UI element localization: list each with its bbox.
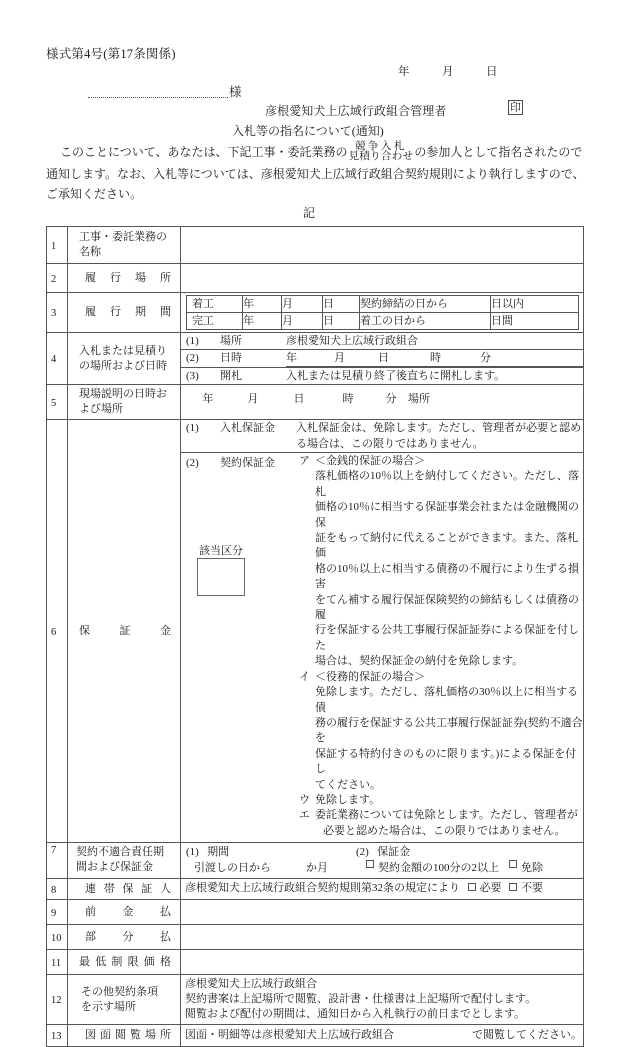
row7-headings (181, 844, 583, 860)
row7-label-line2: 間および保証金 (76, 861, 153, 874)
row4-dt-hour[interactable]: 時 (430, 350, 480, 367)
row11-value[interactable] (181, 950, 584, 975)
row7-name2-text: 保証金 (377, 846, 411, 859)
row4-dt-year[interactable]: 年 (286, 350, 334, 367)
row4-number: 4 (47, 333, 68, 385)
row8-label-text: 連 帯 保 証 人 (85, 882, 171, 895)
sub-a-line-7: 場合は、契約保証金の納付を免除します。 (315, 655, 524, 668)
row6-item-bid-bond (181, 420, 583, 453)
row4-label-line1: 入札または見積り (79, 344, 167, 357)
row5-month[interactable]: 月 (247, 393, 259, 405)
seal-icon: 印 (510, 102, 521, 114)
row5-minute[interactable]: 分 (385, 393, 397, 405)
end-tag: 完工 (187, 313, 243, 330)
row11-label (68, 950, 181, 975)
row6-contract-name: 契約保証金 (220, 457, 275, 469)
schedule-grid (186, 295, 579, 330)
row5-year[interactable]: 年 (202, 393, 214, 405)
row3-label (68, 293, 181, 333)
issue-date-line (398, 63, 548, 79)
row4-datetime-grid (286, 350, 583, 367)
row6-contract-tag: (2) (186, 457, 199, 469)
table-row-3 (47, 293, 584, 333)
start-tag: 着工 (187, 296, 243, 313)
checkbox-contract-2percent[interactable] (366, 860, 374, 868)
table-row-11 (47, 950, 584, 975)
row4-place-value[interactable]: 彦根愛知犬上広域行政組合 (286, 333, 583, 350)
table-row-1 (47, 227, 584, 264)
sub-u-mark: ウ (299, 793, 310, 806)
table-row-9 (47, 900, 584, 925)
row5-datetime (186, 387, 579, 411)
body-line1-a: このことについて、あなたは、下記工事・委託業務の (60, 145, 348, 159)
row7-tag2 (356, 844, 410, 860)
table-row-6 (47, 420, 584, 843)
row1-label (68, 227, 181, 264)
row4-item-opening (181, 368, 583, 385)
row4-label (68, 333, 181, 385)
start-from: 契約締結の日から (360, 296, 491, 313)
row5-hour[interactable]: 時 (342, 393, 354, 405)
table-row-2 (47, 264, 584, 293)
row3-label-text: 履 行 期 間 (85, 306, 171, 318)
end-day[interactable]: 日 (323, 313, 360, 330)
row12-label (68, 975, 181, 1025)
row2-label-text: 履 行 場 所 (85, 271, 171, 284)
sub-e-line-1: 委託業務については免除とします。ただし、管理者が (315, 809, 578, 822)
body-line3: ご承知ください。 (46, 186, 143, 201)
row12-line2: 契約書案は上記場所で閲覧、設計書・仕様書は上記場所で配付します。 (185, 993, 537, 1006)
row4-dt-day[interactable]: 日 (378, 350, 430, 367)
table-row-4 (47, 333, 584, 385)
row7-period-from: 引渡しの日から (194, 862, 271, 875)
row12-label-line1: その他契約条項 (81, 985, 158, 998)
table-row-5 (47, 385, 584, 420)
row6-contract-wrap (181, 453, 583, 843)
row5-place-label: 場所 (408, 393, 430, 405)
ki-marker: 記 (302, 206, 315, 220)
row7-tag2-text: (2) (356, 846, 369, 859)
sub-u-row (299, 793, 583, 808)
sub-a-heading-row (299, 454, 583, 469)
date-day-label: 日 (486, 66, 498, 78)
row11-number: 11 (47, 950, 68, 975)
notification-table (46, 226, 584, 1047)
row12-number: 12 (47, 975, 68, 1025)
date-year-label: 年 (398, 66, 410, 78)
row4-datetime-value (286, 350, 583, 368)
sub-a-heading: ＜金銭的保証の場合＞ (315, 455, 425, 467)
row12-line3: 閲覧および配付の期間は、通知日から入札執行の前日までとします。 (185, 1008, 526, 1021)
table-row-10 (47, 925, 584, 950)
row4-label-line2: の場所および日時 (79, 359, 167, 372)
sub-e-mark: エ (299, 809, 310, 822)
body-paragraph (46, 142, 586, 204)
row13-label (68, 1025, 181, 1047)
sub-u-text: 免除します。 (315, 793, 381, 806)
addressee-blank-field[interactable] (88, 85, 228, 98)
row9-value[interactable] (181, 900, 584, 925)
row1-label-line2: 名称 (79, 246, 101, 258)
applicable-category-label: 該当区分 (199, 545, 243, 557)
sub-a-body (299, 469, 583, 669)
table-row-8 (47, 879, 584, 900)
row2-number: 2 (47, 264, 68, 293)
row8-option1-label: 必要 (479, 882, 502, 895)
row10-label-text: 部 分 払 (85, 930, 171, 943)
row13-text-b: で閲覧してください。 (472, 1029, 582, 1042)
row4-place-tag: (1) (181, 333, 220, 350)
row12-line1: 彦根愛知犬上広域行政組合 (185, 978, 317, 991)
row1-number: 1 (47, 227, 68, 264)
row6-bid-text-line1: 入札保証金は、免除します。ただし、管理者が必要と認め (296, 422, 582, 434)
sub-a-line-5: をてん補する履行保証保険契約の締結もしくは債務の履 (315, 593, 579, 622)
addressee-honorific: 様 (229, 84, 242, 99)
end-month[interactable]: 月 (282, 313, 323, 330)
end-from: 着工の日から (360, 313, 491, 330)
row7-label-line1: 契約不適合責任期 (76, 846, 164, 859)
sub-i-line-2: 務の履行を保証する公共工事履行保証証券(契約不適合を (315, 716, 583, 745)
row8-label (68, 879, 181, 900)
row4-dt-month[interactable]: 月 (334, 350, 378, 367)
row3-number: 3 (47, 293, 68, 333)
sub-i-heading: ＜役務的保証の場合＞ (315, 670, 425, 683)
end-limit[interactable]: 日間 (491, 313, 579, 330)
row7-label (68, 843, 181, 879)
row6-bid-text-line2: る場合は、この限りではありません。 (296, 438, 484, 450)
checkbox-contract-exempt[interactable] (509, 860, 517, 868)
row13-label-text: 図 面 閲 覧 場 所 (85, 1029, 171, 1042)
row6-item-contract-bond (181, 453, 583, 843)
row4-dt-minute[interactable]: 分 (480, 350, 583, 367)
end-year[interactable]: 年 (243, 313, 282, 330)
row3-value (181, 293, 584, 333)
row4-items (181, 333, 583, 384)
row4-opening-name: 開札 (220, 370, 242, 382)
applicable-category-input[interactable] (197, 558, 245, 596)
bidding-type-stack (349, 142, 414, 163)
sub-a-line-3: 証をもって納付に代えることができます。また、落札価 (315, 532, 579, 560)
issuer-name: 彦根愛知犬上広域行政組合管理者 (265, 104, 447, 118)
row12-value (181, 975, 584, 1025)
row6-contract-right (299, 454, 583, 839)
start-year[interactable]: 年 (243, 296, 282, 313)
row7-value (181, 843, 584, 879)
row2-label (68, 264, 181, 293)
sub-a-line-6: 行を保証する公共工事履行保証証券による保証を付した (315, 624, 579, 652)
sub-a-mark: ア (299, 455, 310, 467)
sub-a-line-2: 価格の10％に相当する保証事業会社または金融機関の保 (315, 501, 579, 529)
row4-opening-value: 入札または見積り終了後直ちに開札します。 (286, 370, 506, 382)
row10-label (68, 925, 181, 950)
document-subject: 入札等の指名について(通知) (232, 124, 384, 138)
body-line2: 通知します。なお、入札等については、彦根愛知犬上広域行政組合契約規則により執行しますので、 (46, 166, 585, 181)
addressee-line (88, 85, 242, 98)
body-line1-b: の参加人として指名されたので (414, 145, 583, 159)
row4-item-datetime (181, 350, 583, 368)
row6-number: 6 (47, 420, 68, 843)
row5-label-line2: よび場所 (79, 403, 123, 415)
row13-value (181, 1025, 584, 1047)
row6-bid-name: 入札保証金 (220, 420, 296, 453)
row4-item-place (181, 333, 583, 350)
start-month[interactable]: 月 (282, 296, 323, 313)
row4-opening-tag: (3) (186, 370, 199, 382)
row5-day[interactable]: 日 (293, 393, 305, 405)
row12-label-line2: を示す場所 (81, 1000, 136, 1013)
row11-label-text: 最 低 制 限 価 格 (79, 955, 171, 968)
row7-period-unit[interactable]: か月 (306, 862, 328, 875)
row5-label-line1: 現場説明の日時お (79, 388, 167, 400)
start-limit[interactable]: 日以内 (491, 296, 579, 313)
row10-value[interactable] (181, 925, 584, 950)
sub-a-line-4: 格の10％以上に相当する債務の不履行により生ずる損害 (315, 562, 579, 591)
row6-value (181, 420, 584, 843)
row6-bid-tag: (1) (181, 420, 220, 453)
row4-datetime-tag: (2) (181, 350, 220, 368)
row1-label-line1: 工事・委託業務の (79, 231, 167, 243)
row6-bid-text (296, 420, 583, 453)
row9-label-text: 前 金 払 (85, 905, 171, 918)
row4-place-name: 場所 (220, 333, 286, 350)
bidding-type-quotation: 見積り合わせ (348, 151, 414, 163)
row7-name1-text: 期間 (207, 846, 230, 859)
row10-number: 10 (47, 925, 68, 950)
row5-number: 5 (47, 385, 68, 420)
row6-label-text: 保 証 金 (79, 624, 171, 637)
bidding-type-competitive: 競争入札 (354, 140, 407, 152)
checkbox-guarantor-required[interactable] (468, 883, 476, 891)
row7-option1-label: 契約金額の100分の2以上 (378, 862, 499, 875)
row7-number: 7 (47, 843, 68, 879)
sub-e-row (299, 808, 583, 823)
row8-option2-label: 不要 (521, 882, 543, 895)
row1-value[interactable] (181, 227, 584, 264)
table-row-7 (47, 843, 584, 879)
row9-number: 9 (47, 900, 68, 925)
row4-datetime-name: 日時 (220, 350, 286, 368)
row8-text: 彦根愛知犬上広域行政組合契約規則第32条の規定により (185, 882, 460, 895)
sub-i-line-1: 免除します。ただし、落札価格の30％以上に相当する債 (315, 686, 579, 714)
row5-value (181, 385, 584, 420)
row7-tag1-text: (1) (186, 846, 199, 859)
sub-a-line-1: 落札価格の10％以上を納付してください。ただし、落札 (315, 470, 579, 498)
table-row-13 (47, 1025, 584, 1047)
row4-value (181, 333, 584, 385)
row6-label (68, 420, 181, 843)
sub-i-body (299, 685, 583, 793)
schedule-end-row (187, 313, 579, 330)
row7-tag1 (181, 844, 356, 860)
sub-i-line-4: てください。 (315, 778, 381, 791)
row8-value (181, 879, 584, 900)
row13-number: 13 (47, 1025, 68, 1047)
start-day[interactable]: 日 (323, 296, 360, 313)
row6-items (181, 420, 583, 842)
row13-text-a: 図面・明細等は彦根愛知犬上広域行政組合 (185, 1029, 394, 1042)
sub-i-mark: イ (299, 670, 310, 683)
sub-i-line-3: 保証する特約付きのものに限ります。)による保証を付し (315, 747, 577, 776)
form-code: 様式第4号(第17条関係) (46, 47, 176, 61)
row8-number: 8 (47, 879, 68, 900)
row7-values (181, 860, 583, 876)
date-month-label: 月 (442, 66, 454, 78)
row5-label (68, 385, 181, 420)
row9-label (68, 900, 181, 925)
row6-contract-left (181, 454, 299, 839)
checkbox-guarantor-not-required[interactable] (509, 883, 517, 891)
schedule-start-row (187, 296, 579, 313)
row2-value[interactable] (181, 264, 584, 293)
row7-option2-label: 免除 (521, 862, 543, 875)
table-row-12 (47, 975, 584, 1025)
sub-i-heading-row (299, 670, 583, 685)
sub-e-line-2: 必要と認めた場合は、この限りではありません。 (323, 824, 566, 837)
